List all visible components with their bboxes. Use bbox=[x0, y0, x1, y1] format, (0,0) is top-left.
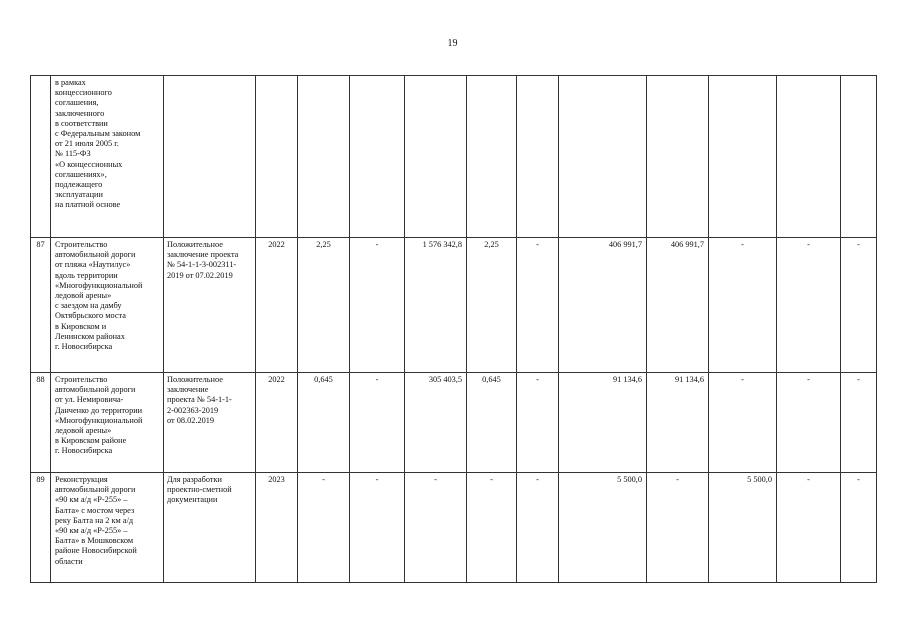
object-name: Реконструкция автомобильной дороги «90 км а/д «Р-255» – Балта» с мостом через реку Балта на 2 км а/д «90 км а/д «Р-255» – Балта» в Мошковском районе Новосибирской области bbox=[51, 473, 164, 583]
value-cell: - bbox=[709, 238, 777, 373]
value-cell: - bbox=[777, 238, 841, 373]
object-name: в рамках концессионного соглашения, заключенного в соответствии с Федеральным законом от 21 июля 2005 г. № 115-ФЗ «О концессионных соглашениях», подлежащего эксплуатации на платной основе bbox=[51, 76, 164, 238]
year-cell: 2022 bbox=[256, 238, 298, 373]
table-row bbox=[31, 76, 877, 238]
value-cell: - bbox=[709, 373, 777, 473]
value-cell: 5 500,0 bbox=[559, 473, 647, 583]
year-cell: 2022 bbox=[256, 373, 298, 473]
value-cell: 1 576 342,8 bbox=[405, 238, 467, 373]
value-cell: 406 991,7 bbox=[647, 238, 709, 373]
value-cell: - bbox=[777, 373, 841, 473]
value-cell bbox=[559, 76, 647, 238]
value-cell: - bbox=[405, 473, 467, 583]
value-cell: - bbox=[647, 473, 709, 583]
value-cell: - bbox=[777, 473, 841, 583]
year-cell: 2023 bbox=[256, 473, 298, 583]
value-cell bbox=[777, 76, 841, 238]
value-cell: 2,25 bbox=[298, 238, 350, 373]
projects-table bbox=[30, 75, 877, 583]
value-cell: 0,645 bbox=[298, 373, 350, 473]
value-cell: - bbox=[350, 238, 405, 373]
document-basis: Положительное заключение проекта № 54-1-1-3-002311- 2019 от 07.02.2019 bbox=[164, 238, 256, 373]
value-cell bbox=[405, 76, 467, 238]
row-number: 87 bbox=[31, 238, 51, 373]
value-cell: - bbox=[467, 473, 517, 583]
value-cell bbox=[350, 76, 405, 238]
value-cell bbox=[647, 76, 709, 238]
document-basis: Положительное заключение проекта № 54-1-1- 2-002363-2019 от 08.02.2019 bbox=[164, 373, 256, 473]
value-cell: 91 134,6 bbox=[647, 373, 709, 473]
value-cell: - bbox=[841, 473, 877, 583]
table-row bbox=[31, 473, 877, 583]
value-cell: - bbox=[517, 473, 559, 583]
value-cell: - bbox=[517, 373, 559, 473]
year-cell bbox=[256, 76, 298, 238]
table-row bbox=[31, 373, 877, 473]
value-cell: 406 991,7 bbox=[559, 238, 647, 373]
document-basis: Для разработки проектно-сметной документации bbox=[164, 473, 256, 583]
value-cell: - bbox=[517, 238, 559, 373]
value-cell: 0,645 bbox=[467, 373, 517, 473]
value-cell bbox=[841, 76, 877, 238]
value-cell: 305 403,5 bbox=[405, 373, 467, 473]
row-number: 88 bbox=[31, 373, 51, 473]
object-name: Строительство автомобильной дороги от ул. Немировича- Данченко до территории «Многофункциональной ледовой арены» в Кировском районе г. Новосибирска bbox=[51, 373, 164, 473]
value-cell: - bbox=[350, 473, 405, 583]
page-number: 19 bbox=[447, 38, 458, 49]
value-cell: - bbox=[298, 473, 350, 583]
value-cell bbox=[467, 76, 517, 238]
row-number bbox=[31, 76, 51, 238]
row-number: 89 bbox=[31, 473, 51, 583]
value-cell: 5 500,0 bbox=[709, 473, 777, 583]
value-cell: - bbox=[841, 238, 877, 373]
value-cell: - bbox=[841, 373, 877, 473]
value-cell bbox=[709, 76, 777, 238]
value-cell bbox=[298, 76, 350, 238]
value-cell: 2,25 bbox=[467, 238, 517, 373]
object-name: Строительство автомобильной дороги от пляжа «Наутилус» вдоль территории «Многофункциональной ледовой арены» с заездом на дамбу Октябрьского моста в Кировском и Ленинском районах г. Новосибирска bbox=[51, 238, 164, 373]
value-cell: 91 134,6 bbox=[559, 373, 647, 473]
value-cell: - bbox=[350, 373, 405, 473]
value-cell bbox=[517, 76, 559, 238]
document-basis bbox=[164, 76, 256, 238]
table-row bbox=[31, 238, 877, 373]
